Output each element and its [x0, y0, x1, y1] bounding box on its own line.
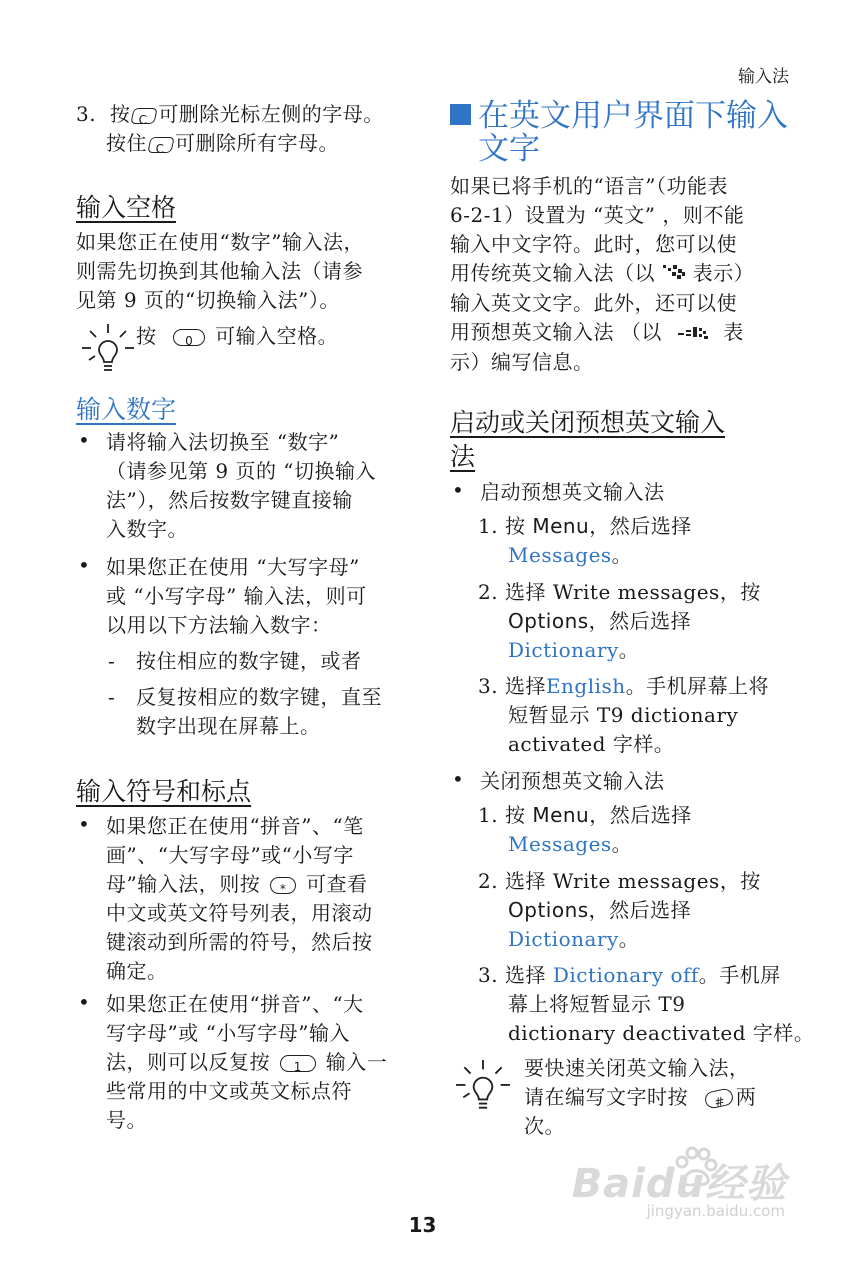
- number-bullet-1: 请将输入法切换至 “数字” （请参见第 9 页的 “切换输入 法”），然后按数字键直接输 入数字。: [106, 430, 377, 541]
- star-key-icon: *: [270, 877, 296, 894]
- on-step-2: 2. 选择 Write messages，按 Options，然后选择 Dictionary。: [478, 580, 761, 662]
- section-title-predict: 启动或关闭预想英文输入 法: [450, 408, 726, 471]
- lightbulb-tip-icon: [80, 322, 136, 382]
- running-header: 输入法: [738, 67, 789, 87]
- one-key-icon: 1: [280, 1055, 316, 1072]
- off-step-1: 1. 按 Menu，然后选择 Messages。: [478, 803, 692, 856]
- item-3: 3. 按 C 可删除光标左侧的字母。 按住 C 可删除所有字母。: [76, 102, 384, 156]
- lightbulb-tip-icon: [452, 1058, 514, 1120]
- c-key-icon: C: [147, 137, 174, 153]
- bullet-icon: •: [78, 812, 90, 836]
- dash-icon: -: [108, 685, 116, 709]
- right-heading: 在英文用户界面下输入 文字: [478, 98, 788, 167]
- t9-mode-icon: [676, 319, 710, 348]
- on-step-1: 1. 按 Menu，然后选择 Messages。: [478, 514, 692, 567]
- number-bullet-2: 如果您正在使用 “大写字母” 或 “小写字母” 输入法，则可 以用以下方法输入数字：: [106, 555, 367, 637]
- c-key-icon: C: [131, 108, 158, 124]
- symbol-bullet-2: 如果您正在使用“拼音”、“大 写字母”或 “小写字母”输入 法，则可以反复按 1 输入一 些常用的中文或英文标点符 号。: [106, 992, 388, 1132]
- predict-off-label: 关闭预想英文输入法: [480, 769, 665, 793]
- off-step-3: 3. 选择 Dictionary off。手机屏 幕上将短暂显示 T9 dictionary deactivated 字样。: [478, 963, 815, 1045]
- space-tip: 按 0 可输入空格。: [136, 324, 339, 348]
- predict-on-label: 启动预想英文输入法: [480, 480, 665, 504]
- number-dash-1: 按住相应的数字键，或者: [136, 649, 362, 673]
- section-title-symbol: 输入符号和标点: [76, 777, 252, 806]
- bullet-icon: •: [78, 428, 90, 452]
- number-dash-2: 反复按相应的数字键，直至 数字出现在屏幕上。: [136, 685, 382, 738]
- bullet-icon: •: [452, 478, 464, 502]
- watermark-url: jingyan.baidu.com: [646, 1202, 785, 1220]
- english-intro: 如果已将手机的“语言”（功能表 6-2-1）设置为 “英文” ，则不能 输入中文字符。此时，您可以使 用传统英文输入法（以 表示） 输入英文文字。此外，还可以使 用预想英文输入法 （以 表 示）编写信息。: [450, 174, 755, 374]
- zero-key-icon: 0: [173, 329, 205, 346]
- dash-icon: -: [108, 649, 116, 673]
- section-title-space: 输入空格: [76, 193, 177, 222]
- section-title-number: 输入数字: [76, 395, 177, 424]
- space-paragraph: 如果您正在使用“数字”输入法， 则需先切换到其他输入法（请参 见第 9 页的“切换输入法”）。: [76, 230, 364, 312]
- bullet-icon: •: [78, 990, 90, 1014]
- watermark-logo: Baidu经验: [571, 1161, 787, 1207]
- on-step-3: 3. 选择English。手机屏幕上将 短暂显示 T9 dictionary activated 字样。: [478, 674, 770, 756]
- page-number: 13: [408, 1213, 437, 1237]
- symbol-bullet-1: 如果您正在使用“拼音”、“笔 画”、“大写字母”或“小写字 母”输入法，则按 * 可查看 中文或英文符号列表，用滚动 键滚动到所需的符号，然后按 确定。: [106, 814, 373, 983]
- bullet-icon: •: [452, 767, 464, 791]
- bullet-icon: •: [78, 553, 90, 577]
- abc-mode-icon: [662, 260, 686, 289]
- hash-key-icon: #: [703, 1087, 734, 1109]
- off-step-2: 2. 选择 Write messages，按 Options，然后选择 Dictionary。: [478, 869, 761, 951]
- english-tip: 要快速关闭英文输入法， 请在编写文字时按 # 两 次。: [524, 1056, 757, 1138]
- blue-square-icon: [450, 104, 471, 125]
